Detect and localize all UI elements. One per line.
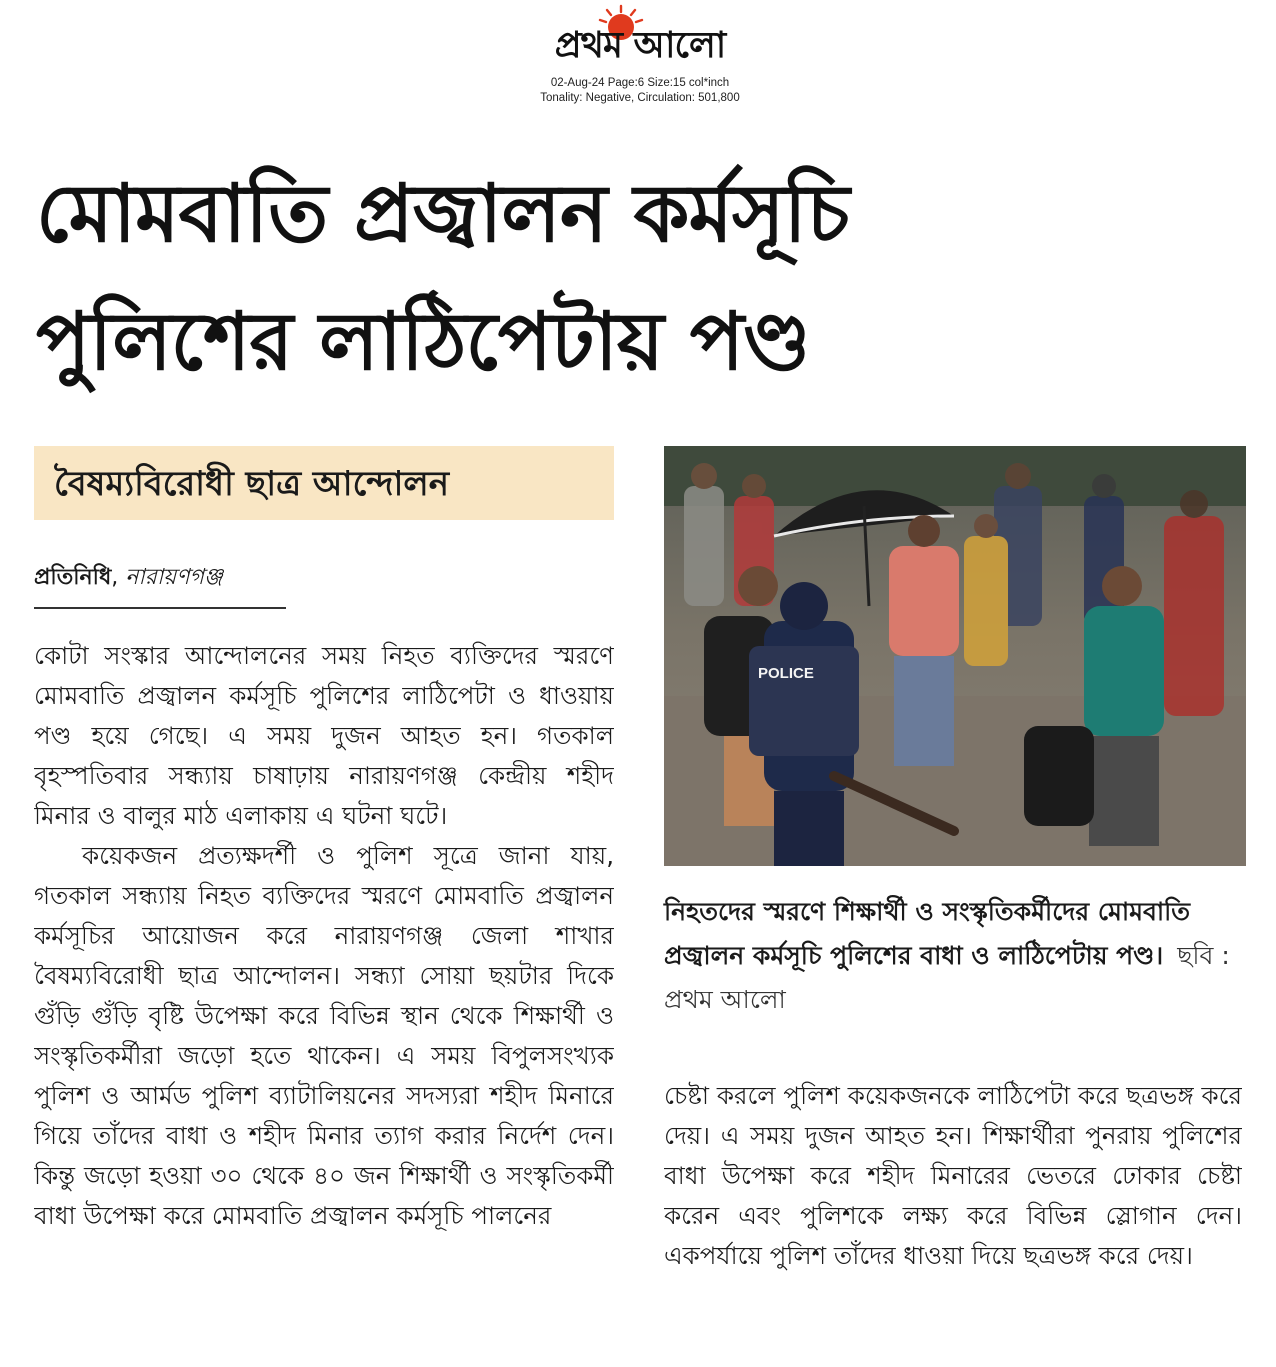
article-column-1 (34, 636, 614, 1316)
headline (36, 150, 1216, 406)
byline-place: নারায়ণগঞ্জ (125, 565, 223, 590)
police-vest-label: POLICE (758, 665, 814, 682)
article-paragraph-1: কোটা সংস্কার আন্দোলনের সময় নিহত ব্যক্তিদের স্মরণে মোমবাতি প্রজ্বালন কর্মসূচি পুলিশের লাঠিপেটা ও ধাওয়ায় পণ্ড হয়ে গেছে। এ সময় দুজন আহত হন। গতকাল বৃহস্পতিবার সন্ধ্যায় চাষাঢ়ায় নারায়ণগঞ্জ কেন্দ্রীয় শহীদ মিনার ও বালুর মাঠ এলাকায় এ ঘটনা ঘটে। (34, 641, 614, 830)
logo-text: প্রথম আলো (554, 25, 726, 66)
meta-line-2: Tonality: Negative, Circulation: 501,800 (540, 92, 740, 104)
article-paragraph-3: চেষ্টা করলে পুলিশ কয়েকজনকে লাঠিপেটা করে ছত্রভঙ্গ করে দেয়। এ সময় দুজন আহত হন। শিক্ষার্থীরা পুনরায় পুলিশের বাধা উপেক্ষা করে শহীদ মিনারের ভেতরে ঢোকার চেষ্টা করেন এবং পুলিশকে লক্ষ্য করে বিভিন্ন স্লোগান দেন। একপর্যায়ে পুলিশ তাঁদের ধাওয়া দিয়ে ছত্রভঙ্গ করে দেয়। (664, 1081, 1242, 1270)
photo-credit: ছবি : প্রথম আলো (664, 941, 1230, 1014)
kicker-text: বৈষম্যবিরোধী ছাত্র আন্দোলন (54, 464, 450, 504)
clipping-meta (460, 76, 820, 106)
byline-separator: , (111, 565, 126, 590)
byline-rule (34, 607, 286, 609)
photo-illustration (664, 446, 1246, 866)
photo-caption (664, 890, 1244, 1022)
headline-line-2: পুলিশের লাঠিপেটায় পণ্ড (36, 295, 810, 388)
byline (34, 560, 223, 597)
meta-line-1: 02-Aug-24 Page:6 Size:15 col*inch (550, 77, 730, 89)
headline-line-1: মোমবাতি প্রজ্বালন কর্মসূচি (36, 167, 849, 260)
news-photo (664, 446, 1246, 866)
kicker-box (34, 446, 614, 520)
byline-role: প্রতিনিধি (34, 565, 112, 590)
article-paragraph-2: কয়েকজন প্রত্যক্ষদর্শী ও পুলিশ সূত্রে জানা যায়, গতকাল সন্ধ্যায় নিহত ব্যক্তিদের স্মরণে মোমবাতি প্রজ্বালন কর্মসূচির আয়োজন করে নারায়ণগঞ্জ জেলা শাখার বৈষম্যবিরোধী ছাত্র আন্দোলন। সন্ধ্যা সোয়া ছয়টার দিকে গুঁড়ি গুঁড়ি বৃষ্টি উপেক্ষা করে বিভিন্ন স্থান থেকে শিক্ষার্থী ও সংস্কৃতিকর্মীরা জড়ো হতে থাকেন। এ সময় বিপুলসংখ্যক পুলিশ ও আর্মড পুলিশ ব্যাটালিয়নের সদস্যরা শহীদ মিনারে গিয়ে তাঁদের বাধা ও শহীদ মিনার ত্যাগ করার নির্দেশ দেন। কিন্তু জড়ো হওয়া ৩০ থেকে ৪০ জন শিক্ষার্থী ও সংস্কৃতিকর্মী বাধা উপেক্ষা করে মোমবাতি প্রজ্বালন কর্মসূচি পালনের (34, 841, 614, 1230)
caption-text: নিহতদের স্মরণে শিক্ষার্থী ও সংস্কৃতিকর্মীদের মোমবাতি প্রজ্বালন কর্মসূচি পুলিশের বাধা ও লাঠিপেটায় পণ্ড। (664, 897, 1191, 970)
article-column-2 (664, 1076, 1242, 1316)
masthead-logo (500, 4, 780, 70)
